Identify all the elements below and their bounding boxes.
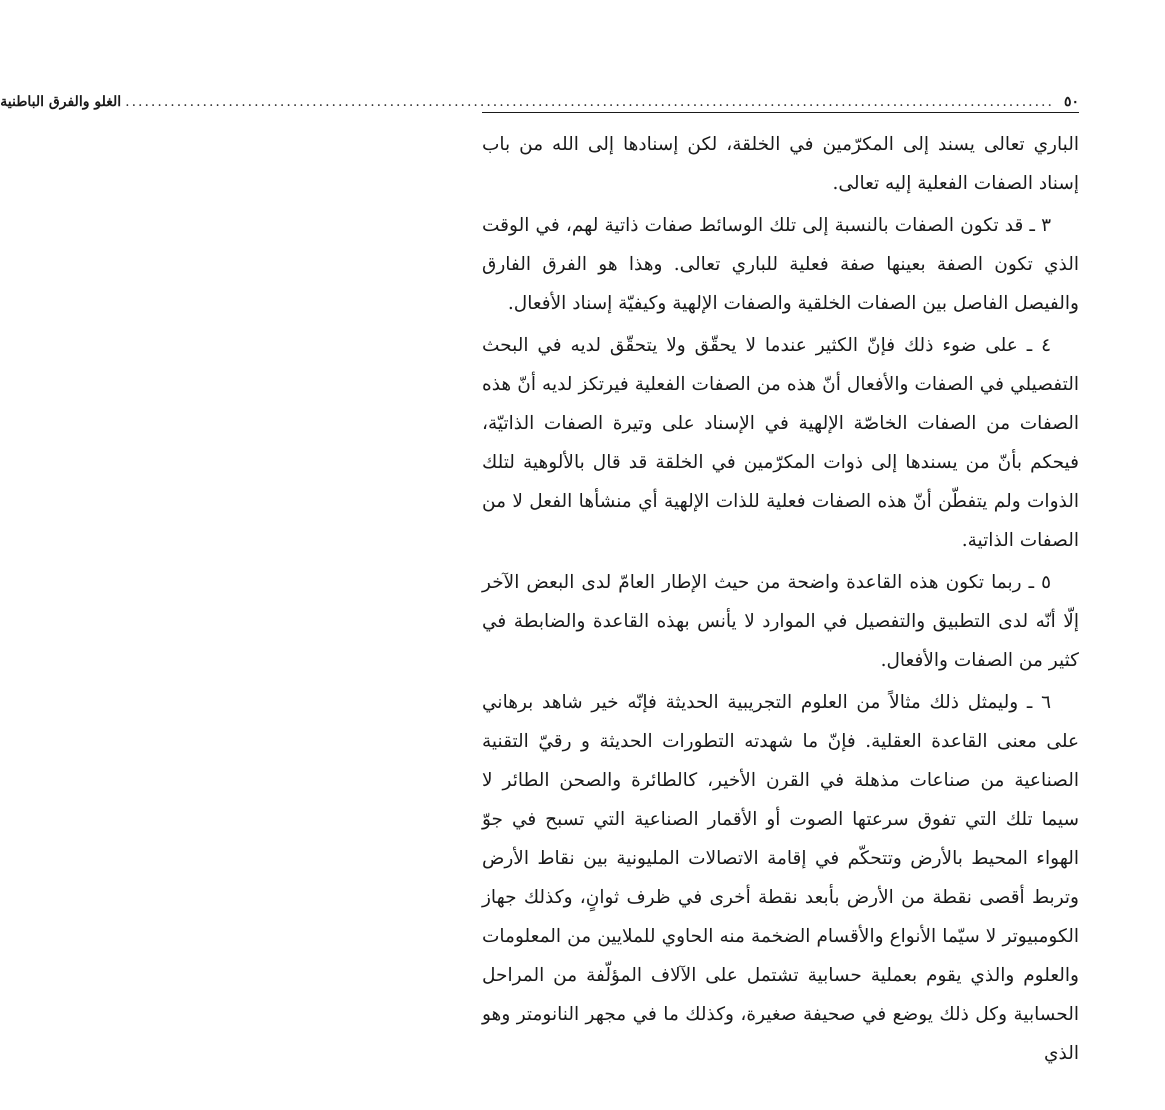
paragraph-point-3: ٣ ـ قد تكون الصفات بالنسبة إلى تلك الوسائط صفات ذاتية لهم، في الوقت الذي تكون الصفة بعينها صفة فعلية للباري تعالى. وهذا هو الفرق الفارق والفيصل الفاصل بين الصفات الخلقية والصفات الإلهية وكيفيّة إسناد الأفعال. (482, 215, 1079, 314)
paragraph-point-6: ٦ ـ وليمثل ذلك مثالاً من العلوم التجريبية الحديثة فإنّه خير شاهد برهاني على معنى القاعدة العقلية. فإنّ ما شهدته التطورات الحديثة و رقيّ التقنية الصناعية من صناعات مذهلة في القرن الأخير، كالطائرة والصحن الطائر لا سيما تلك التي تفوق سرعتها الصوت أو الأقمار الصناعية التي تسبح في جوّ الهواء المحيط بالأرض وتتحكّم في إقامة الاتصالات المليونية بين نقاط الأرض وتربط أقصى نقطة من الأرض بأبعد نقطة أخرى في ظرف ثوانٍ، وكذلك جهاز الكومبيوتر لا سيّما الأنواع والأقسام الضخمة منه الحاوي للملايين من المعلومات والعلوم والذي يقوم بعملية حسابية تشتمل على الآلاف المؤلّفة من المراحل الحسابية وكل ذلك يوضع في صحيفة صغيرة، وكذلك ما في مجهر النانومتر وهو الذي (482, 692, 1079, 1064)
paragraph-point-5: ٥ ـ ربما تكون هذه القاعدة واضحة من حيث الإطار العامّ لدى البعض الآخر إلّا أنّه لدى التطبيق والتفصيل في الموارد لا يأنس بهذه القاعدة والضابطة في كثير من الصفات والأفعال. (482, 572, 1079, 671)
running-header (0, 88, 1079, 113)
page-number: ٥٠ (1063, 94, 1079, 110)
header-leader-dots: ................................................................................................................................................ (125, 94, 1054, 110)
book-title: الغلو والفرق الباطنية (0, 94, 122, 110)
page-body (482, 125, 1079, 1073)
book-page (0, 88, 1079, 1076)
paragraph-point-4: ٤ ـ على ضوء ذلك فإنّ الكثير عندما لا يحقّق ولا يتحقّق لديه في البحث التفصيلي في الصفات والأفعال أنّ هذه من الصفات الفعلية فيرتكز لديه أنّ هذه الصفات من الصفات الخاصّة الإلهية في الإسناد على وتيرة الصفات الذاتيّة، فيحكم بأنّ من يسندها إلى ذوات المكرّمين في الخلقة قد قال بالألوهية لتلك الذوات ولم يتفطّن أنّ هذه الصفات فعلية للذات الإلهية أي منشأها الفعل لا من الصفات الذاتية. (482, 335, 1079, 551)
paragraph-continuation: الباري تعالى يسند إلى المكرّمين في الخلقة، لكن إسنادها إلى الله من باب إسناد الصفات الفعلية إليه تعالى. (482, 134, 1079, 194)
